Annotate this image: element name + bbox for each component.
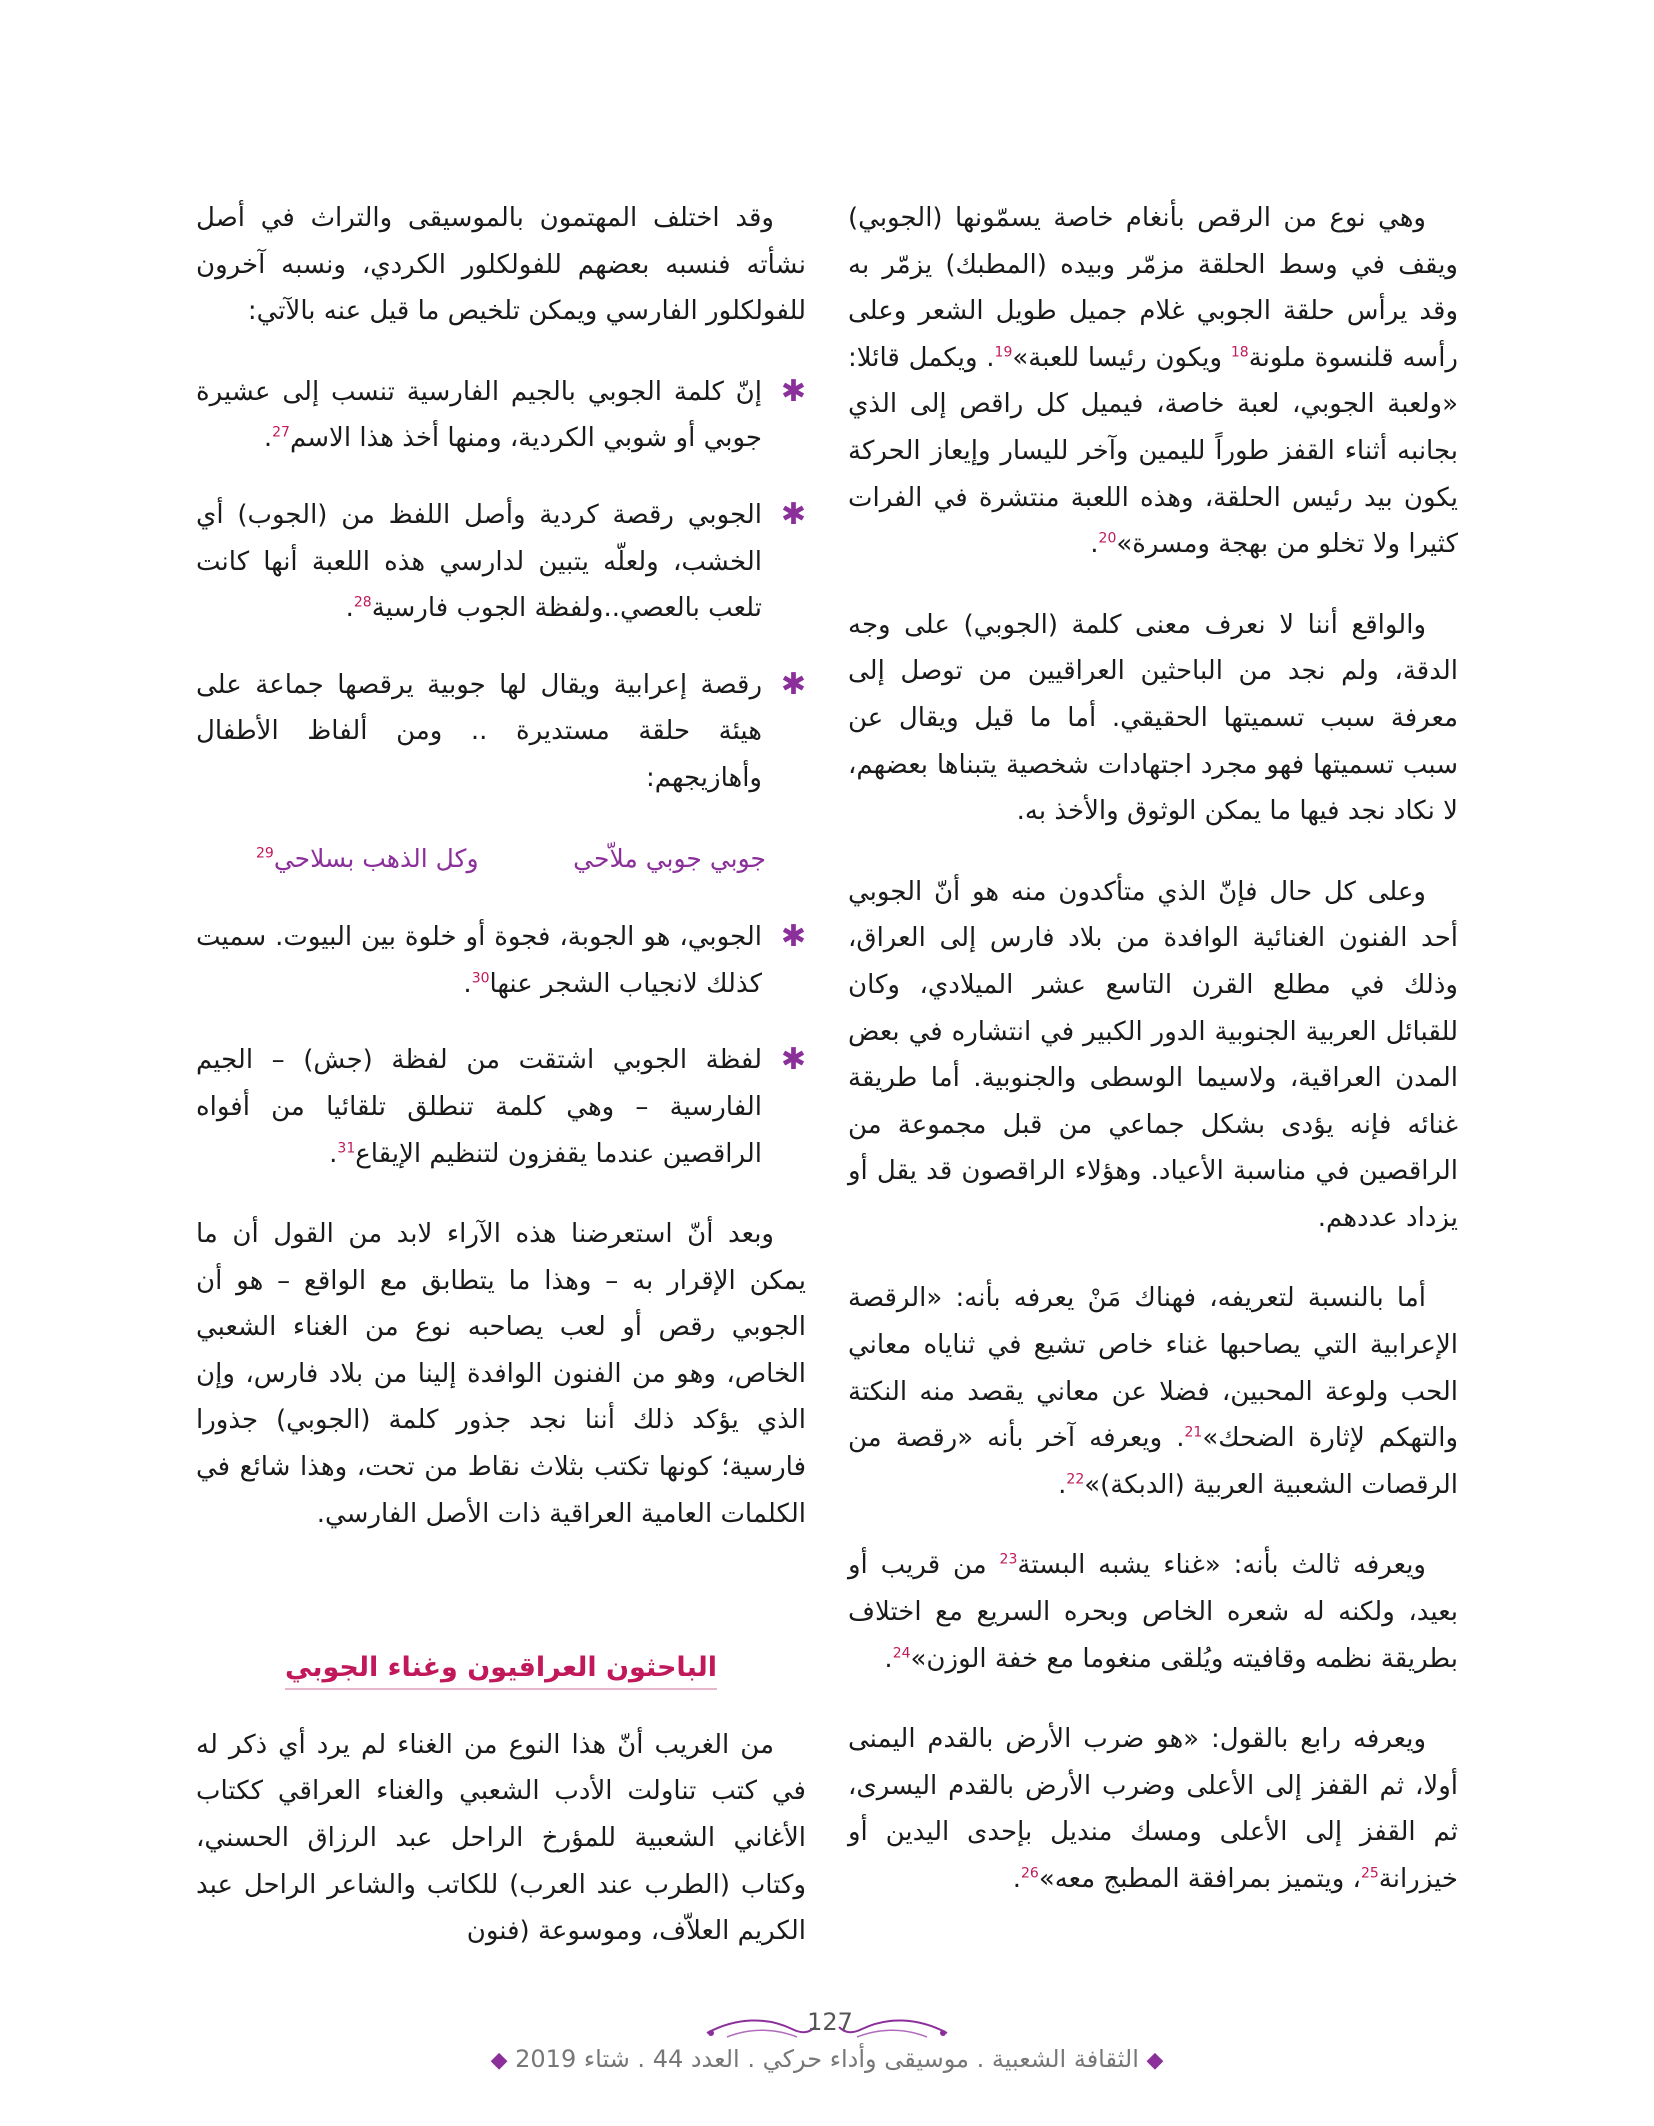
footnote-ref[interactable]: 25 [1360, 1865, 1379, 1882]
asterisk-bullet-icon: ✱ [780, 373, 806, 409]
list-item: ✱ لفظة الجوبي اشتقت من لفظة (جش) – الجيم الفارسية – وهي كلمة تنطلق تلقائيا من أفواه الراقصين عندما يقفزون لتنظيم الإيقاع$^{31}$. [196, 1037, 806, 1177]
asterisk-bullet-icon: ✱ [780, 919, 806, 955]
left-column [196, 195, 806, 1989]
footnote-ref[interactable]: 28 [353, 594, 372, 611]
poem-hemistich: وكل الذهب بسلاحي$^{29}$ [256, 843, 479, 873]
paragraph: والواقع أننا لا نعرف معنى كلمة (الجوبي) على وجه الدقة، ولم نجد من الباحثين العراقيين من توصل إلى معرفة سبب تسميتها الحقيقي. أما ما قيل ويقال عن سبب تسميتها فهو مجرد اجتهادات شخصية يتبناها بعضهم، لا نكاد نجد فيها ما يمكن الوثوق والأخذ به. [848, 609, 1458, 827]
list-item: ✱ الجوبي رقصة كردية وأصل اللفظ من (الجوب) أي الخشب، ولعلّه يتبين لدارسي هذه اللعبة أنها كانت تلعب بالعصي..ولفظة الجوب فارسية$^{28}$. [196, 492, 806, 632]
diamond-ornament-icon: ◆ [1146, 2048, 1164, 2073]
diamond-ornament-icon: ◆ [490, 2048, 508, 2073]
footnote-ref[interactable]: 29 [256, 845, 274, 862]
footnote-ref[interactable]: 27 [272, 424, 290, 441]
poem-hemistich: جوبي جوبي ملاّحي [573, 843, 766, 873]
paragraph: ويعرفه رابع بالقول: «هو ضرب الأرض بالقدم اليمنى أولا، ثم القفز إلى الأعلى وضرب الأرض بالقدم اليسرى، ثم القفز إلى الأعلى ومسك منديل بإحدى اليدين أو خيزرانة$^{25}$، ويتميز بمرافقة المطبج معه»$^{26}$. [848, 1724, 1458, 1894]
footnote-ref[interactable]: 31 [337, 1139, 356, 1156]
paragraph: وعلى كل حال فإنّ الذي متأكدون منه هو أنّ الجوبي أحد الفنون الغنائية الوافدة من بلاد فارس إلى العراق، وذلك في مطلع القرن التاسع عشر الميلادي، وكان للقبائل العربية الجنوبية الدور الكبير في انتشاره في بعض المدن العراقية، ولاسيما الوسطى والجنوبية. أما طريقة غنائه فإنه يؤدى بشكل جماعي من قبل مجموعة من الراقصين في مناسبة الأعياد. وهؤلاء الراقصون قد يقل أو يزداد عددهم. [848, 876, 1458, 1233]
bullet-list [196, 369, 806, 802]
bullet-list [196, 914, 806, 1177]
footnote-ref[interactable]: 24 [892, 1644, 911, 1661]
footnote-ref[interactable]: 21 [1184, 1424, 1203, 1441]
footnote-ref[interactable]: 22 [1066, 1471, 1085, 1488]
list-item: ✱ رقصة إعرابية ويقال لها جوبية يرقصها جماعة على هيئة حلقة مستديرة .. ومن ألفاظ الأطفال وأهازيجهم: [196, 662, 806, 802]
footnote-ref[interactable]: 20 [1098, 530, 1117, 547]
paragraph: وقد اختلف المهتمون بالموسيقى والتراث في أصل نشأته فنسبه بعضهم للفولكلور الكردي، ونسبه آخرون للفولكلور الفارسي ويمكن تلخيص ما قيل عنه بالآتي: [196, 203, 806, 327]
page-number: 127 [807, 2008, 853, 2036]
asterisk-bullet-icon: ✱ [780, 1042, 806, 1078]
footnote-ref[interactable]: 19 [994, 344, 1013, 361]
footnote-ref[interactable]: 30 [471, 970, 490, 987]
paragraph: أما بالنسبة لتعريفه، فهناك مَنْ يعرفه بأنه: «الرقصة الإعرابية التي يصاحبها غناء خاص تشيع في ثناياه معاني الحب ولوعة المحبين، فضلا عن معاني يقصد منه النكتة والتهكم لإثارة الضحك»$^{21}$. ويعرفه آخر بأنه «رقصة من الرقصات الشعبية العربية (الدبكة)»$^{22}$. [848, 1283, 1458, 1500]
right-column [848, 195, 1458, 1937]
footnote-ref[interactable]: 26 [1021, 1865, 1039, 1882]
paragraph: ويعرفه ثالث بأنه: «غناء يشبه البستة$^{23}$ من قريب أو بعيد، ولكنه له شعره الخاص وبحره السريع مع اختلاف بطريقة نظمه وقافيته ويُلقى منغوما مع خفة الوزن»$^{24}$. [848, 1550, 1458, 1674]
paragraph: وهي نوع من الرقص بأنغام خاصة يسمّونها (الجوبي) ويقف في وسط الحلقة مزمّر وبيده (المطبك) يزمّر به وقد يرأس حلقة الجوبي غلام جميل طويل الشعر وعلى رأسه قلنسوة ملونة$^{18}$ ويكون رئيسا للعبة»$^{19}$. ويكمل قائلا: «ولعبة الجوبي، لعبة خاصة، فيميل كل راقص إلى الذي بجانبه أثناء القفز طوراً لليمين وآخر لليسار وإيعاز الحركة يكون بيد رئيس الحلقة، وهذه اللعبة منتشرة في الفرات كثيرا ولا تخلو من بهجة ومسرة»$^{20}$. [848, 203, 1458, 560]
footnote-ref[interactable]: 23 [999, 1551, 1018, 1568]
section-heading: الباحثون العراقيون وغناء الجوبي [196, 1645, 806, 1692]
list-item: ✱ إنّ كلمة الجوبي بالجيم الفارسية تنسب إلى عشيرة جوبي أو شوبي الكردية، ومنها أخذ هذا الاسم$^{27}$. [196, 369, 806, 462]
paragraph: وبعد أنّ استعرضنا هذه الآراء لابد من القول أن ما يمكن الإقرار به – وهذا ما يتطابق مع الواقع – هو أن الجوبي رقص أو لعب يصاحبه نوع من الغناء الشعبي الخاص، وهو من الفنون الوافدة إلينا من بلاد فارس، وإن الذي يؤكد ذلك أننا نجد جذور كلمة (الجوبي) جذورا فارسية؛ كونها تكتب بثلاث نقاط من تحت، وهذا شائع في الكلمات العامية العراقية ذات الأصل الفارسي. [196, 1219, 806, 1529]
paragraph: من الغريب أنّ هذا النوع من الغناء لم يرد أي ذكر له في كتب تناولت الأدب الشعبي والغناء العراقي ككتاب الأغاني الشعبية للمؤرخ الراحل عبد الرزاق الحسني، وكتاب (الطرب عند العرب) للكاتب والشاعر الراحل عبد الكريم العلاّف، وموسوعة (فنون [196, 1729, 806, 1947]
asterisk-bullet-icon: ✱ [780, 496, 806, 532]
footnote-ref[interactable]: 18 [1230, 344, 1249, 361]
journal-footer: ◆ الثقافة الشعبية . موسيقى وأداء حركي . العدد 44 . شتاء 2019 ◆ [490, 2045, 1164, 2073]
poem-verse [196, 836, 806, 883]
asterisk-bullet-icon: ✱ [780, 666, 806, 702]
list-item: ✱ الجوبي، هو الجوبة، فجوة أو خلوة بين البيوت. سميت كذلك لانجياب الشجر عنها$^{30}$. [196, 914, 806, 1007]
